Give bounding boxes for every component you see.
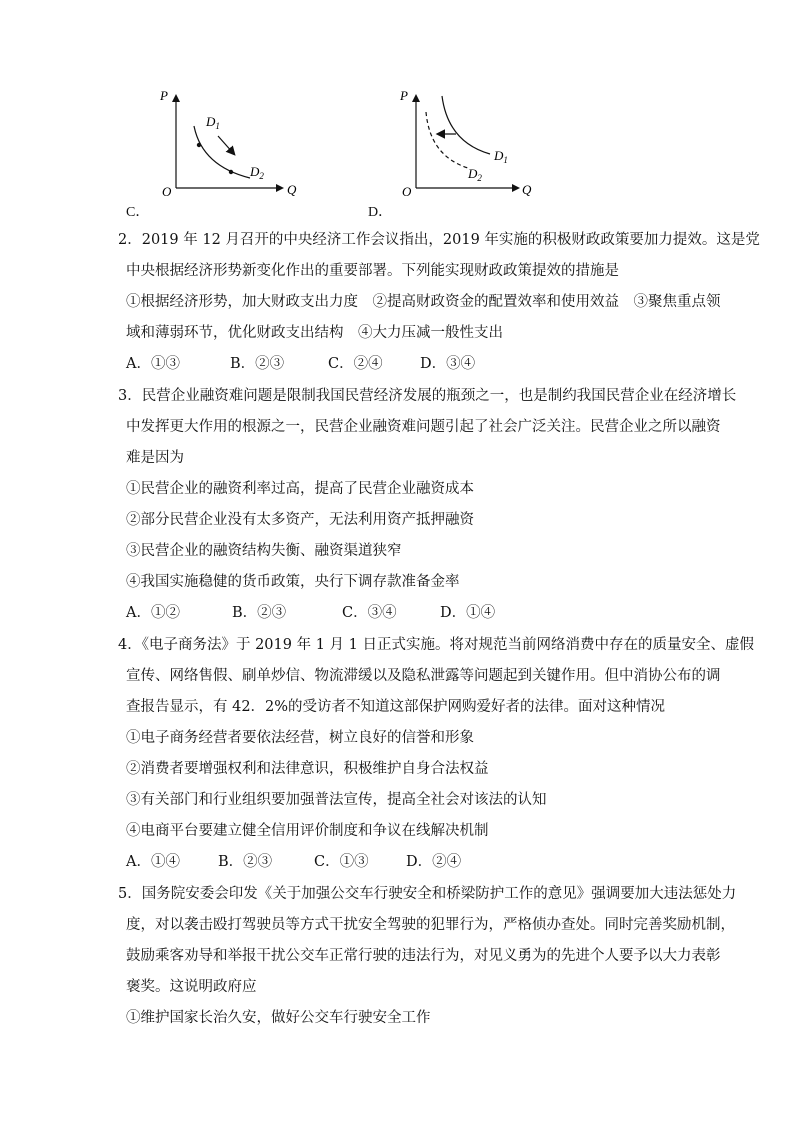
d2-label: $D_2$ [250, 164, 264, 181]
origin-label: O [402, 184, 412, 199]
q2-line-2: 中央根据经济形势新变化作出的重要部署。下列能实现财政政策提效的措施是 [126, 263, 619, 279]
figure-d-label: D． [368, 205, 393, 220]
q4-item-3: ③有关部门和行业组织要加强普法宣传，提高全社会对该法的认知 [126, 792, 547, 808]
q2-line-4: 域和薄弱环节，优化财政支出结构 ④大力压减一般性支出 [126, 325, 503, 341]
q5-line-4: 褒奖。这说明政府应 [126, 979, 257, 995]
q4-option-c: C．①③ [314, 854, 369, 870]
axis-p-label: P [400, 88, 408, 103]
point-d1 [197, 143, 201, 147]
q5-line-1: 5．国务院安委会印发《关于加强公交车行驶安全和桥梁防护工作的意见》强调要加大违法惩处力 [118, 886, 737, 902]
q4-item-2: ②消费者要增强权利和法律意识，积极维护自身合法权益 [126, 761, 489, 777]
q3-line-2: 中发挥更大作用的根源之一，民营企业融资难问题引起了社会广泛关注。民营企业之所以融资 [126, 419, 721, 435]
q3-option-a: A．①② [126, 605, 180, 621]
d2-label: $D_2$ [468, 166, 482, 183]
d1-label: $D_1$ [206, 114, 220, 131]
q4-item-4: ④电商平台要建立健全信用评价制度和争议在线解决机制 [126, 823, 489, 839]
point-d2 [229, 170, 233, 174]
q2-option-b: B．②③ [230, 356, 285, 372]
q5-line-2: 度，对以袭击殴打驾驶员等方式干扰安全驾驶的犯罪行为，严格侦办查处。同时完善奖励机制， [126, 917, 735, 933]
demand-curve [194, 126, 250, 178]
q3-line-3: 难是因为 [126, 450, 184, 466]
figure-c-label: C． [126, 205, 150, 220]
q4-line-3: 查报告显示，有 42．2%的受访者不知道这部保护网购爱好者的法律。面对这种情况 [126, 699, 666, 715]
q5-line-3: 鼓励乘客劝导和举报干扰公交车正常行驶的违法行为，对见义勇为的先进个人要予以大力表彰 [126, 948, 721, 964]
q4-option-b: B．②③ [218, 854, 273, 870]
q3-option-b: B．②③ [232, 605, 287, 621]
origin-label: O [162, 184, 172, 199]
q3-item-1: ①民营企业的融资利率过高，提高了民营企业融资成本 [126, 481, 474, 497]
q3-option-d: D．①④ [440, 605, 496, 621]
axis-p-label: P [160, 88, 168, 103]
figure-c-demand-graph [150, 88, 300, 204]
demand-curve-d1 [442, 96, 490, 154]
q2-line-1: 2．2019 年 12 月召开的中央经济工作会议指出，2019 年实施的积极财政政策要加力提效。这是党 [118, 232, 760, 248]
d1-label: $D_1$ [494, 148, 508, 165]
q3-item-4: ④我国实施稳健的货币政策，央行下调存款准备金率 [126, 574, 460, 590]
q4-option-a: A．①④ [126, 854, 180, 870]
q4-line-2: 宣传、网络售假、刷单炒信、物流滞缓以及隐私泄露等问题起到关键作用。但中消协公布的调 [126, 668, 721, 684]
axis-q-label: Q [522, 182, 532, 197]
q3-option-c: C．③④ [342, 605, 397, 621]
q3-item-3: ③民营企业的融资结构失衡、融资渠道狭窄 [126, 543, 402, 559]
figure-d-demand-graph [394, 88, 544, 204]
q2-option-a: A．①③ [126, 356, 180, 372]
demand-curve-d2 [426, 112, 468, 168]
q5-item-1: ①维护国家长治久安，做好公交车行驶安全工作 [126, 1010, 431, 1026]
movement-arrow [218, 136, 234, 154]
axis-q-label: Q [287, 182, 297, 197]
q3-line-1: 3．民营企业融资难问题是限制我国民营经济发展的瓶颈之一，也是制约我国民营企业在经济增长 [118, 388, 737, 404]
q4-line-1: 4．《电子商务法》于 2019 年 1 月 1 日正式实施。将对规范当前网络消费中存在的质量安全、虚假 [118, 637, 754, 653]
q2-option-c: C．②④ [328, 356, 383, 372]
q4-item-1: ①电子商务经营者要依法经营，树立良好的信誉和形象 [126, 730, 474, 746]
q2-line-3: ①根据经济形势，加大财政支出力度 ②提高财政资金的配置效率和使用效益 ③聚焦重点领 [126, 294, 721, 310]
q2-option-d: D．③④ [420, 356, 476, 372]
q3-item-2: ②部分民营企业没有太多资产，无法利用资产抵押融资 [126, 512, 474, 528]
q4-option-d: D．②④ [406, 854, 462, 870]
